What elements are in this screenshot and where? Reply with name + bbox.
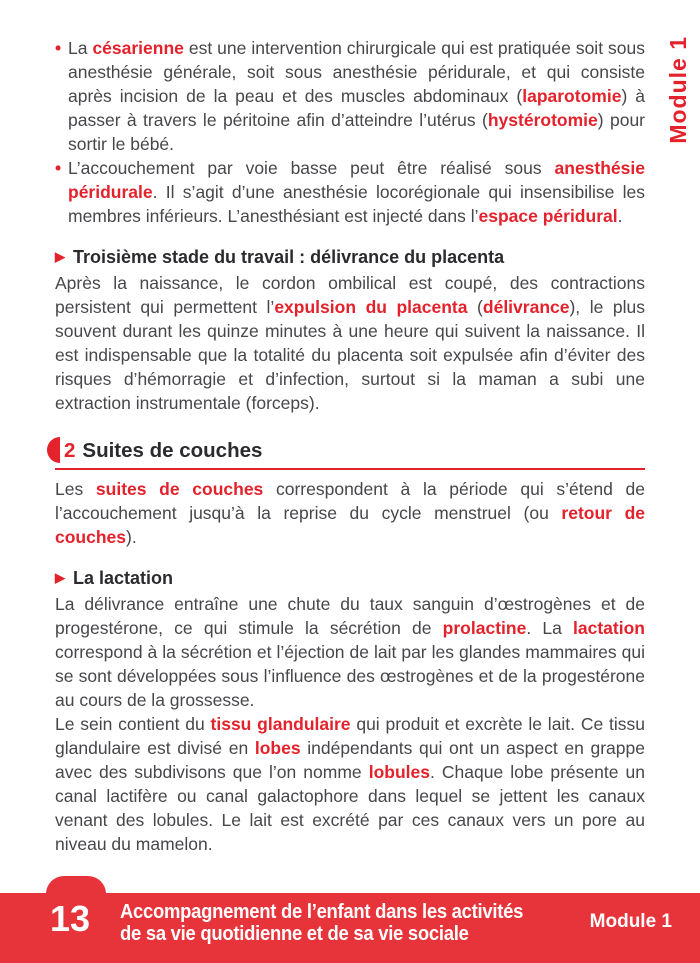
footer-bump [46, 876, 106, 894]
highlight-term: retour de couches [55, 503, 645, 547]
bullet-text [68, 36, 645, 156]
text-run: . Il s’agit d’une anesthésie locorégionale qui insensibilise les membres inférieurs. L’anesthésiant est injecté dans l’ [68, 182, 645, 226]
text-run: La [68, 38, 93, 58]
section-number: 2 [64, 439, 76, 462]
text-run: Après la naissance, le cordon ombilical est coupé, des contractions persistent qui permettent l’ [55, 273, 645, 317]
text-run: qui produit et excrète le lait. Ce tissu glandulaire est divisé en [55, 714, 645, 758]
text-run: correspond à la sécrétion et l’éjection de lait par les glandes mammaires qui se sont développées sous l’influence des œstrogènes et de la progestérone au cours de la grossesse. [55, 642, 645, 710]
section-marker-icon [47, 437, 60, 463]
section-title: Suites de couches [82, 439, 263, 462]
highlight-term: suites de couches [95, 479, 264, 499]
paragraph [55, 271, 645, 415]
page-number: 13 [50, 898, 91, 939]
subheading [55, 566, 645, 592]
module-badge: Module 1 [589, 911, 672, 932]
section-heading [55, 437, 645, 470]
highlight-term: hystérotomie [487, 110, 598, 130]
text-run: . [617, 206, 623, 226]
text-run: ( [467, 297, 483, 317]
footer-title [120, 901, 523, 945]
highlight-term: expulsion du placenta [274, 297, 468, 317]
bullet-item [55, 36, 645, 156]
highlight-term: lactation [573, 618, 645, 638]
text-run: La délivrance entraîne une chute du taux sanguin d’œstrogènes et de progestérone, ce qui stimule la sécrétion de [55, 594, 645, 638]
text-run: ) pour sortir le bébé. [68, 110, 646, 154]
footer-title-line2: de sa vie quotidienne et de sa vie sociale [120, 922, 469, 945]
paragraph [55, 712, 645, 856]
footer-title-line1: Accompagnement de l’enfant dans les activités [120, 900, 524, 923]
text-run: . La [526, 618, 574, 638]
arrow-icon: ▶ [55, 249, 65, 264]
bullet-icon: • [55, 158, 62, 178]
text-run: ). [126, 527, 137, 547]
text-run: est une intervention chirurgicale qui est pratiquée soit sous anesthésie générale, soit sous anesthésie péridurale, et qui consiste après incision de la peau et des muscles abdominaux ( [68, 38, 645, 106]
text-run: . Chaque lobe présente un canal lactifère ou canal galactophore dans lequel se jettent les canaux venant des lobules. Le lait est excrété par ces canaux vers un pore au niveau du mamelon. [55, 762, 645, 854]
paragraph [55, 592, 645, 712]
highlight-term: anesthésie péridurale [68, 158, 645, 202]
subheading-title: La lactation [73, 568, 174, 588]
text-run: indépendants qui ont un aspect en grappe avec des subdivisons que l’on nomme [55, 738, 645, 782]
text-run: ), le plus souvent durant les quinze minutes à une heure qui suivent la naissance. Il est indispensable que la totalité du placenta soit expulsée afin d’éviter des risques d’hémorragie et d’infection, surtout si la maman a subi une extraction instrumentale (forceps). [55, 297, 645, 413]
subheading [55, 245, 645, 271]
highlight-term: césarienne [92, 38, 184, 58]
highlight-term: lobes [254, 738, 301, 758]
paragraph [55, 477, 645, 549]
text-run: Le sein contient du [55, 714, 211, 734]
bullet-text [68, 156, 645, 228]
highlight-term: délivrance [482, 297, 570, 317]
text-run: L’accouchement par voie basse peut être réalisé sous [68, 158, 555, 178]
bullet-item [55, 156, 645, 228]
text-run: correspondent à la période qui s’étend de l’accouchement jusqu’à la reprise du cycle menstruel (ou [55, 479, 645, 523]
highlight-term: prolactine [442, 618, 527, 638]
subheading-title: Troisième stade du travail : délivrance du placenta [73, 247, 505, 267]
arrow-icon: ▶ [55, 570, 65, 585]
highlight-term: lobules [368, 762, 430, 782]
text-run: ) à passer à travers le péritoine afin d’atteindre l’utérus ( [68, 86, 645, 130]
highlight-term: tissu glandulaire [210, 714, 351, 734]
footer [0, 893, 700, 963]
highlight-term: espace péridural [478, 206, 618, 226]
side-tab-module-1: Module 1 [665, 36, 691, 144]
highlight-term: laparotomie [522, 86, 622, 106]
text-run: Les [55, 479, 96, 499]
bullet-icon: • [55, 38, 62, 58]
